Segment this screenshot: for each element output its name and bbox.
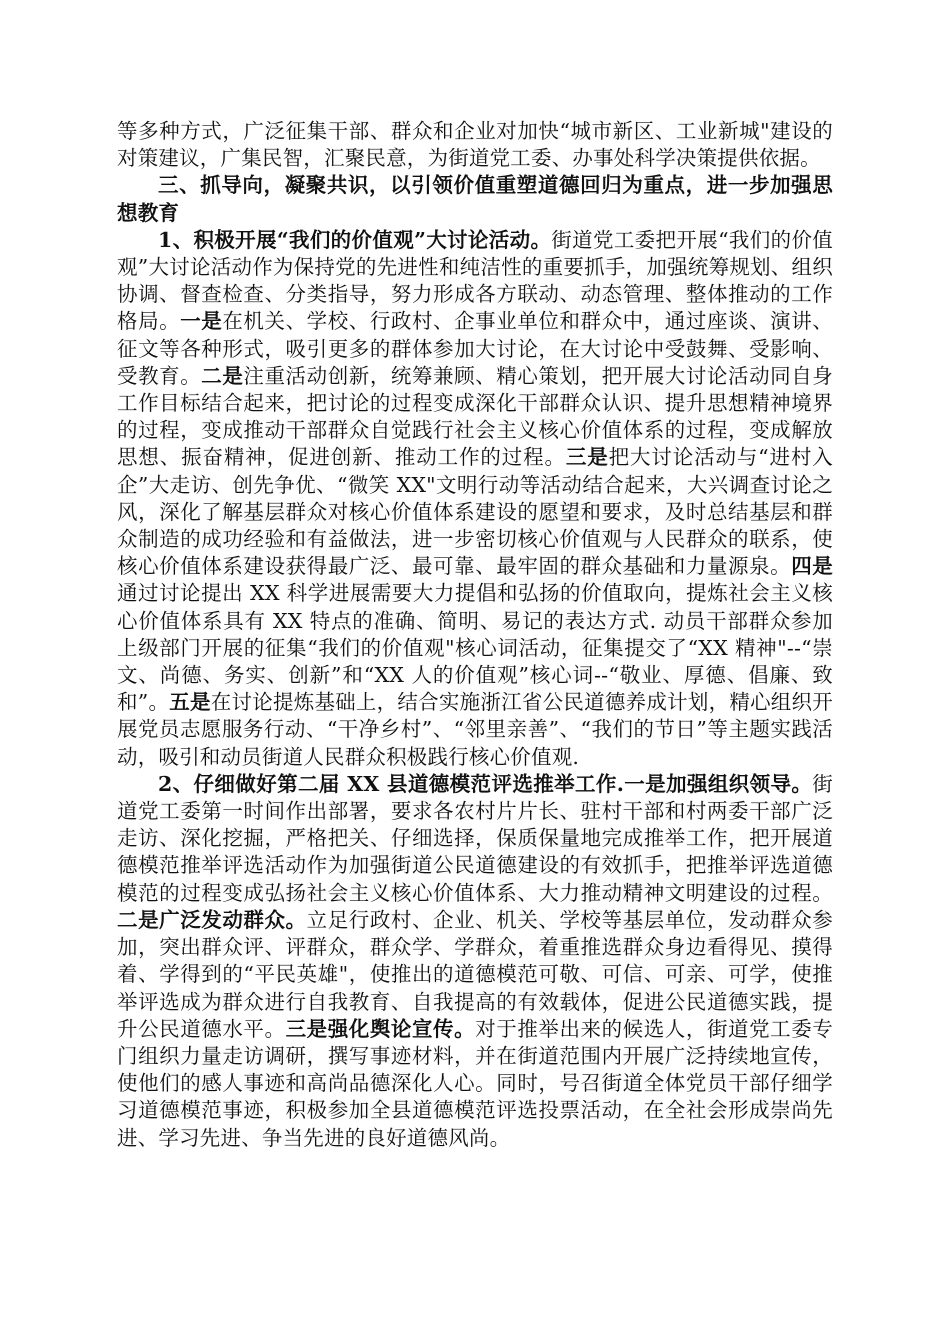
item-1-point-1-label: 一是	[180, 309, 223, 334]
item-2-point-3-text: 对于推举出来的候选人，街道党工委专门组织力量走访调研，撰写事迹材料，并在街道范围内开展广泛持续地宣传，使他们的感人事迹和高尚品德深化人心。同时，号召街道全体党员干部仔细学习道德模范事迹，积极参加全县道德模范评选投票活动，在全社会形成崇尚先进、学习先进、争当先进的良好道德风尚。	[117, 1016, 833, 1150]
item-1-title: 1、积极开展“我们的价值观”大讨论活动。	[158, 227, 552, 252]
item-1-point-4-text: 通过讨论提出 XX 科学进展需要大力提倡和弘扬的价值取向，提炼社会主义核心价值体系具有 XX 特点的准确、简明、易记的表达方式. 动员干部群众参加上级部门开展的征集“我们的价值观"核心词活动，征集提交了“XX 精神"--“崇文、尚德、务实、创新”和“XX 人的价值观”核心词--“敬业、厚德、倡廉、致和”。	[117, 581, 833, 715]
item-1-point-5-label: 五是	[169, 690, 211, 715]
item-2-point-1-label: 一是加强组织领导。	[624, 771, 813, 796]
item-1-point-4-label: 四是	[791, 554, 833, 579]
item-2-title: 2、仔细做好第二届 XX 县道德模范评选推举工作.	[158, 771, 625, 796]
intro-paragraph: 等多种方式，广泛征集干部、群众和企业对加快“城市新区、工业新城"建设的对策建议，广集民智，汇聚民意，为街道党工委、办事处科学决策提供依据。	[117, 119, 833, 171]
item-1-point-3-label: 三是	[565, 445, 609, 470]
item-1-point-1-text: 在机关、学校、行政村、企事业单位和群众中，通过座谈、演讲、征文等各种形式，吸引更多的群体参加大讨论，在大讨论中受鼓舞、受影响、受教育。	[117, 309, 833, 388]
item-2-point-1-text: 街道党工委第一时间作出部署，要求各农村片片长、驻村干部和村两委干部广泛走访、深化挖掘，严格把关、仔细选择，保质保量地完成推举工作，把开展道德模范推举评选活动作为加强街道公民道德建设的有效抓手，把推举评选道德模范的过程变成弘扬社会主义核心价值体系、大力推动精神文明建设的过程。	[117, 771, 833, 905]
item-1-point-2-text: 注重活动创新，统筹兼顾、精心策划，把开展大讨论活动同自身工作目标结合起来，把讨论的过程变成深化干部群众认识、提升思想精神境界的过程，变成推动干部群众自觉践行社会主义核心价值体系的过程，变成解放思想、振奋精神，促进创新、推动工作的过程。	[117, 363, 833, 470]
document-page	[117, 118, 833, 1152]
item-1-point-2-label: 二是	[201, 363, 244, 388]
item-1-point-5-text: 在讨论提炼基础上，结合实施浙江省公民道德养成计划，精心组织开展党员志愿服务行动、“干净乡村”、“邻里亲善”、“我们的节日”等主题实践活动，吸引和动员街道人民群众积极践行核心价值观.	[117, 690, 833, 769]
item-2-point-3-label: 三是强化舆论宣传。	[285, 1016, 476, 1041]
item-1-point-3-text: 把大讨论活动与“进村入企”大走访、创先争优、“微笑 XX"文明行动等活动结合起来，大兴调查讨论之风，深化了解基层群众对核心价值体系建设的愿望和要求，及时总结基层和群众制造的成功经验和有益做法，进一步密切核心价值观与人民群众的联系，使核心价值体系建设获得最广泛、最可靠、最牢固的群众基础和力量源泉。	[117, 445, 833, 579]
item-2-point-2-text: 立足行政村、企业、机关、学校等基层单位，发动群众参加，突出群众评、评群众，群众学、学群众，着重推选群众身边看得见、摸得着、学得到的“平民英雄"，使推出的道德模范可敬、可信、可亲、可学，使推举评选成为群众进行自我教育、自我提高的有效载体，促进公民道德实践，提升公民道德水平。	[117, 907, 833, 1041]
section-3-heading: 三、抓导向，凝聚共识，以引领价值重塑道德回归为重点，进一步加强思想教育	[117, 173, 833, 225]
item-1-lead: 街道党工委把开展“我们的价值观”大讨论活动作为保持党的先进性和纯洁性的重要抓手，加强统筹规划、组织协调、督查检查、分类指导，努力形成各方联动、动态管理、整体推动的工作格局。	[117, 227, 833, 334]
item-2-paragraph	[117, 771, 833, 1152]
item-1-paragraph	[117, 227, 833, 771]
item-2-point-2-label: 二是广泛发动群众。	[117, 907, 307, 932]
